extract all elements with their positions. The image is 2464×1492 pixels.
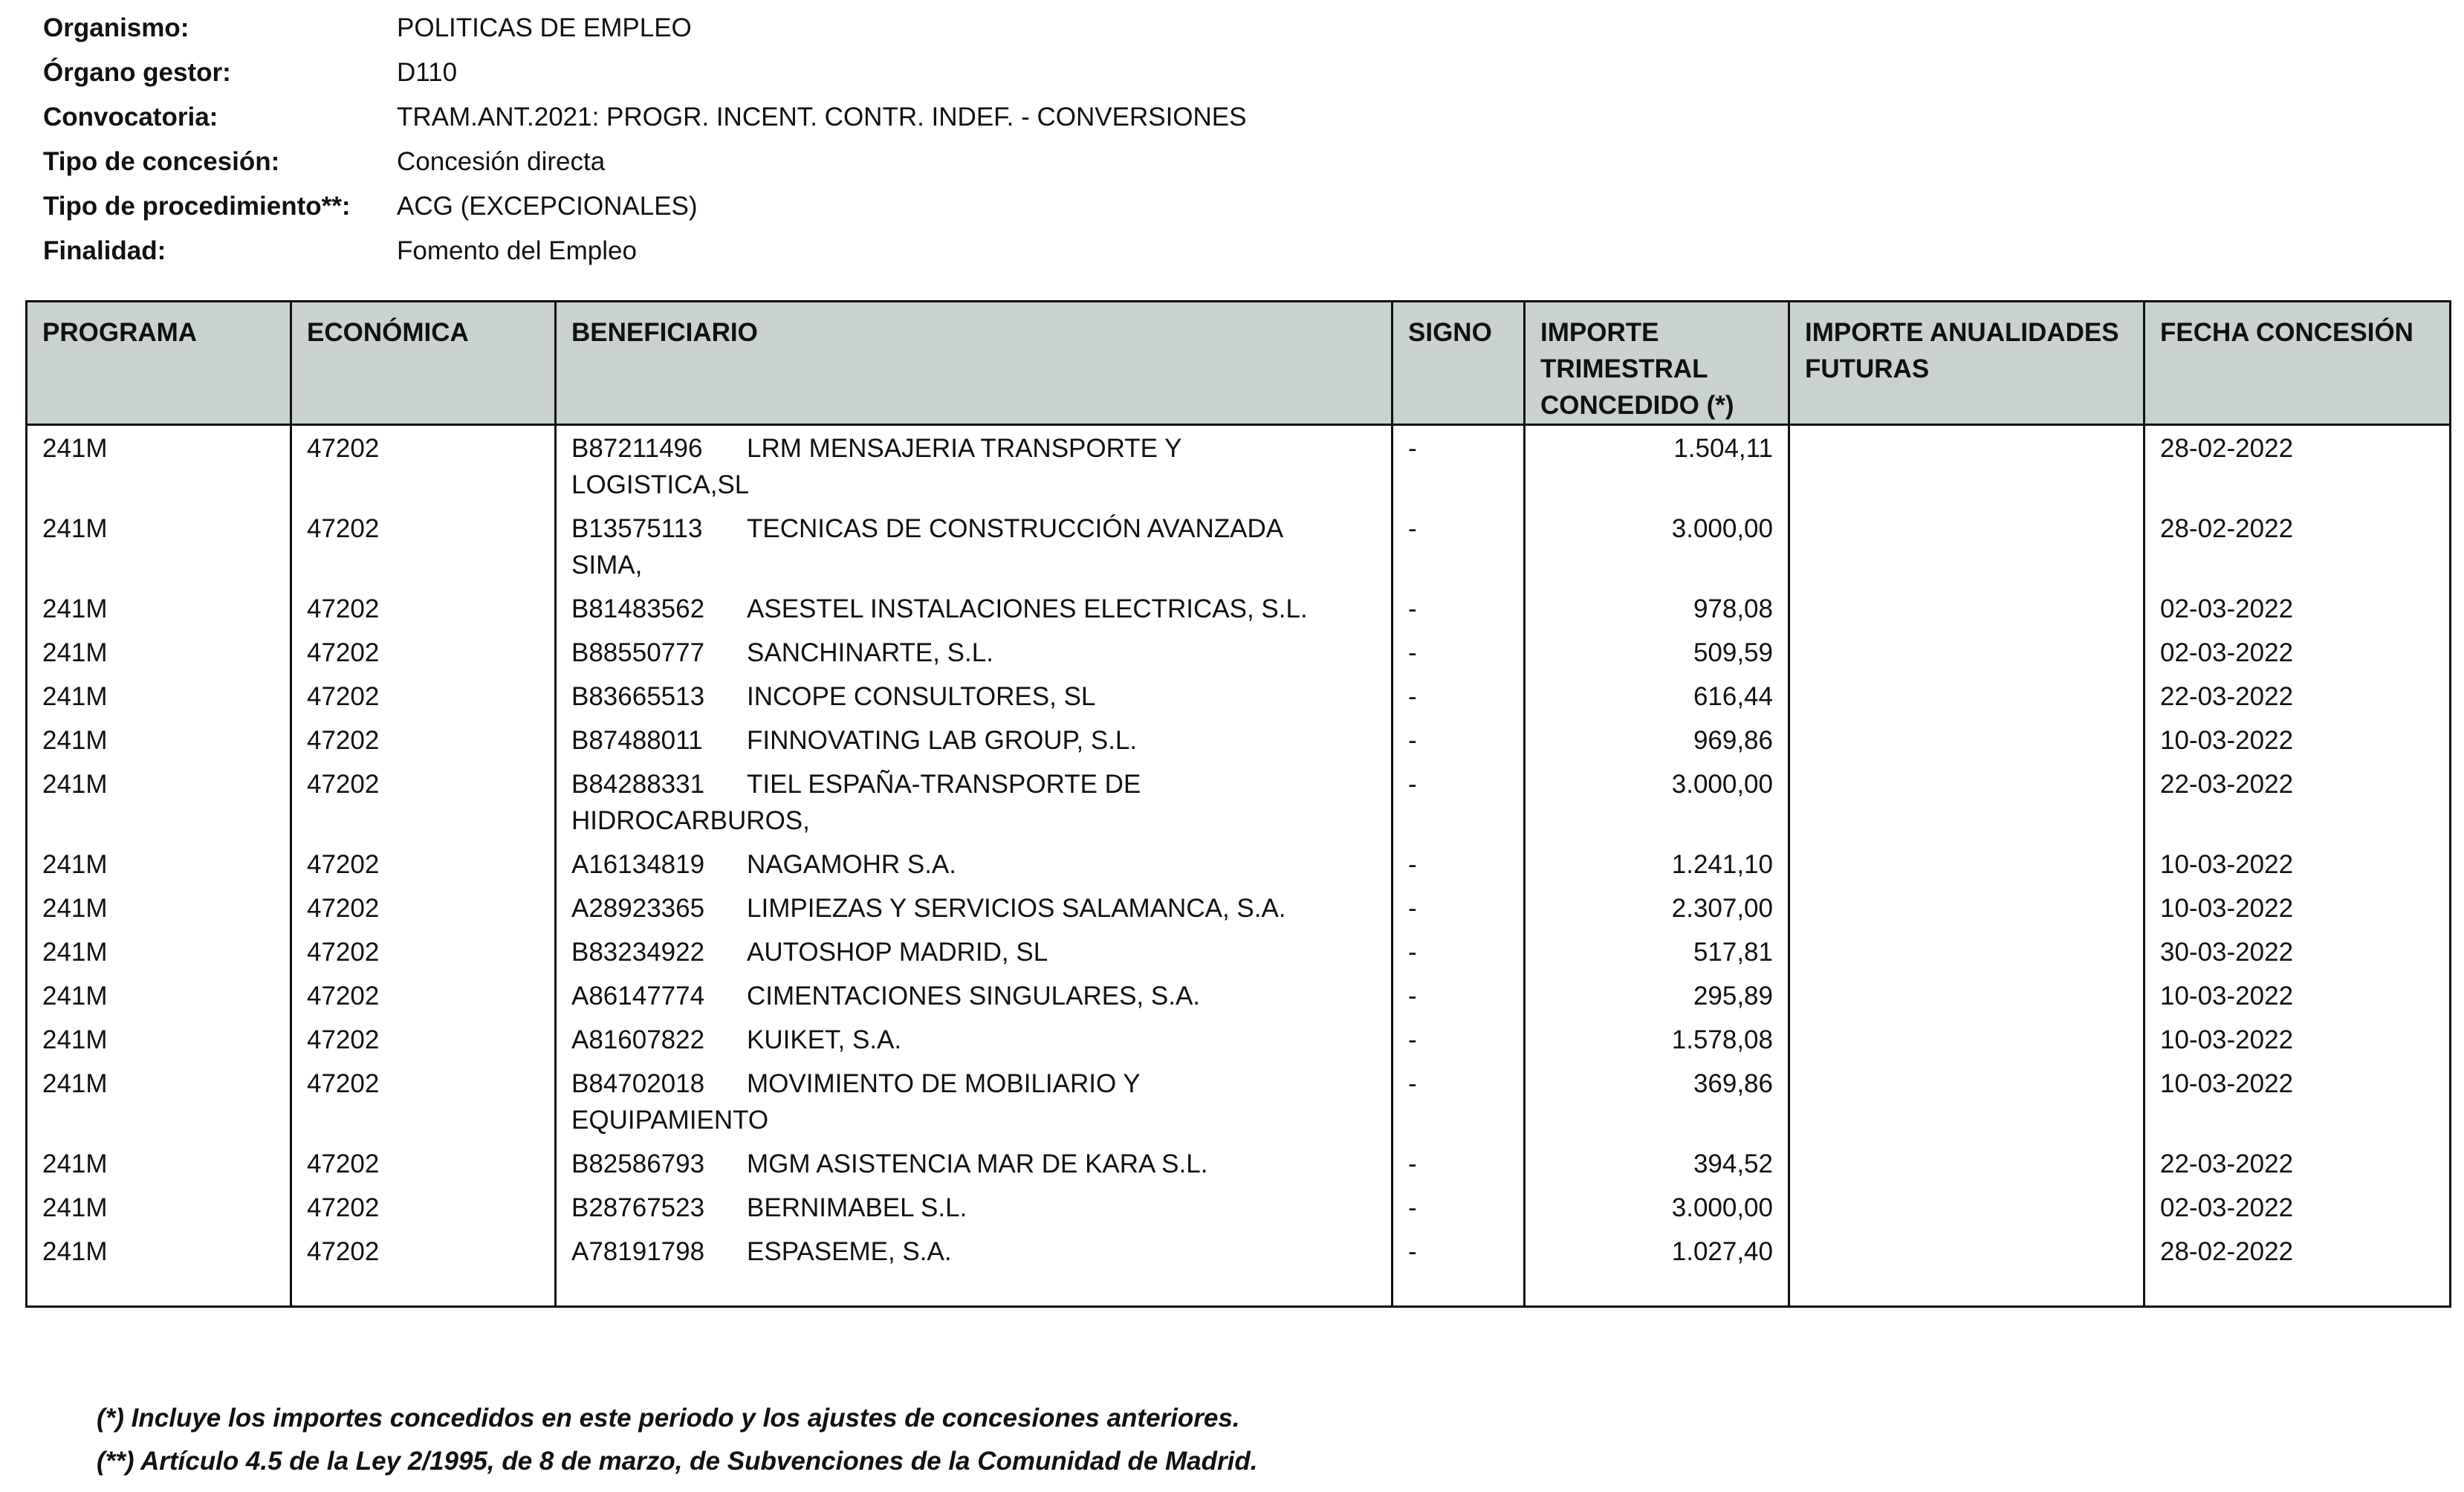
beneficiary-cif: A86147774 bbox=[571, 982, 705, 1011]
cell-importe-trimestral: 509,59 bbox=[1525, 630, 1789, 674]
column-header-importe-futuras: IMPORTE ANUALIDADES FUTURAS bbox=[1789, 302, 2144, 425]
cell-programa: 241M bbox=[27, 506, 291, 586]
cell-fecha-concesion: 10-03-2022 bbox=[2144, 842, 2451, 886]
table-row bbox=[27, 886, 2451, 930]
cell-beneficiario bbox=[556, 425, 1393, 507]
cell-importe-futuras bbox=[1789, 1185, 2144, 1229]
cell-importe-trimestral: 3.000,00 bbox=[1525, 1185, 1789, 1229]
cell-beneficiario bbox=[556, 1141, 1393, 1185]
cell-programa: 241M bbox=[27, 1185, 291, 1229]
table-row bbox=[27, 630, 2451, 674]
cell-importe-futuras bbox=[1789, 842, 2144, 886]
cell-fecha-concesion: 30-03-2022 bbox=[2144, 930, 2451, 973]
cell-importe-trimestral: 1.504,11 bbox=[1525, 425, 1789, 507]
cell-programa: 241M bbox=[27, 886, 291, 930]
cell-importe-futuras bbox=[1789, 425, 2144, 507]
cell-beneficiario bbox=[556, 930, 1393, 973]
meta-value: Concesión directa bbox=[397, 147, 606, 176]
meta-row-tipo-concesion bbox=[43, 140, 2272, 184]
beneficiary-name: NAGAMOHR S.A. bbox=[747, 850, 956, 879]
meta-value: ACG (EXCEPCIONALES) bbox=[397, 192, 698, 221]
cell-signo: - bbox=[1393, 1229, 1525, 1307]
beneficiary-cif: B81483562 bbox=[571, 594, 705, 623]
cell-importe-trimestral: 978,08 bbox=[1525, 586, 1789, 630]
cell-programa: 241M bbox=[27, 586, 291, 630]
cell-beneficiario bbox=[556, 674, 1393, 718]
cell-signo: - bbox=[1393, 674, 1525, 718]
table-body bbox=[27, 425, 2451, 1307]
beneficiary-cif: B84288331 bbox=[571, 770, 705, 799]
cell-programa: 241M bbox=[27, 718, 291, 762]
cell-economica: 47202 bbox=[291, 718, 556, 762]
beneficiary-cif: A28923365 bbox=[571, 894, 705, 923]
cell-economica: 47202 bbox=[291, 1229, 556, 1307]
meta-label: Órgano gestor: bbox=[43, 58, 231, 87]
meta-row-finalidad bbox=[43, 229, 2272, 273]
beneficiary-cif: A81607822 bbox=[571, 1025, 705, 1054]
cell-importe-trimestral: 394,52 bbox=[1525, 1141, 1789, 1185]
cell-fecha-concesion: 22-03-2022 bbox=[2144, 762, 2451, 842]
table-row bbox=[27, 1185, 2451, 1229]
grants-table bbox=[25, 300, 2451, 1308]
beneficiary-name: AUTOSHOP MADRID, SL bbox=[747, 938, 1048, 967]
beneficiary-name: SANCHINARTE, S.L. bbox=[747, 638, 993, 667]
meta-row-convocatoria bbox=[43, 95, 2272, 140]
beneficiary-name: KUIKET, S.A. bbox=[747, 1025, 902, 1054]
grant-metadata bbox=[43, 6, 2272, 273]
table-row bbox=[27, 1061, 2451, 1141]
cell-economica: 47202 bbox=[291, 886, 556, 930]
cell-beneficiario bbox=[556, 1017, 1393, 1061]
cell-economica: 47202 bbox=[291, 674, 556, 718]
column-header-importe-trimestral: IMPORTE TRIMESTRAL CONCEDIDO (*) bbox=[1525, 302, 1789, 425]
cell-importe-futuras bbox=[1789, 586, 2144, 630]
beneficiary-cif: B87211496 bbox=[571, 434, 703, 463]
meta-value: D110 bbox=[397, 58, 458, 87]
meta-label: Convocatoria: bbox=[43, 103, 218, 132]
cell-programa: 241M bbox=[27, 973, 291, 1017]
cell-fecha-concesion: 28-02-2022 bbox=[2144, 1229, 2451, 1307]
beneficiary-name-continued: HIDROCARBUROS, bbox=[571, 806, 810, 835]
cell-signo: - bbox=[1393, 842, 1525, 886]
table-row bbox=[27, 930, 2451, 973]
cell-programa: 241M bbox=[27, 674, 291, 718]
cell-beneficiario bbox=[556, 842, 1393, 886]
cell-signo: - bbox=[1393, 630, 1525, 674]
cell-importe-trimestral: 3.000,00 bbox=[1525, 762, 1789, 842]
beneficiary-cif: A78191798 bbox=[571, 1237, 705, 1266]
cell-signo: - bbox=[1393, 586, 1525, 630]
cell-fecha-concesion: 02-03-2022 bbox=[2144, 630, 2451, 674]
cell-importe-trimestral: 616,44 bbox=[1525, 674, 1789, 718]
table-row bbox=[27, 718, 2451, 762]
beneficiary-name: INCOPE CONSULTORES, SL bbox=[747, 682, 1096, 711]
beneficiary-name: MGM ASISTENCIA MAR DE KARA S.L. bbox=[747, 1149, 1208, 1178]
cell-signo: - bbox=[1393, 930, 1525, 973]
cell-importe-trimestral: 1.027,40 bbox=[1525, 1229, 1789, 1307]
beneficiary-name: LRM MENSAJERIA TRANSPORTE Y bbox=[747, 434, 1182, 463]
beneficiary-name-continued: LOGISTICA,SL bbox=[571, 470, 750, 499]
cell-fecha-concesion: 10-03-2022 bbox=[2144, 973, 2451, 1017]
cell-economica: 47202 bbox=[291, 425, 556, 507]
cell-importe-futuras bbox=[1789, 1229, 2144, 1307]
cell-fecha-concesion: 28-02-2022 bbox=[2144, 425, 2451, 507]
cell-signo: - bbox=[1393, 718, 1525, 762]
cell-economica: 47202 bbox=[291, 1017, 556, 1061]
beneficiary-cif: B13575113 bbox=[571, 514, 703, 543]
beneficiary-cif: B83665513 bbox=[571, 682, 705, 711]
footnote: (*) Incluye los importes concedidos en este periodo y los ajustes de concesiones anteriores. bbox=[97, 1404, 1240, 1433]
meta-label: Tipo de procedimiento**: bbox=[43, 192, 351, 221]
cell-importe-trimestral: 1.241,10 bbox=[1525, 842, 1789, 886]
column-header-beneficiario: BENEFICIARIO bbox=[556, 302, 1393, 425]
meta-label: Tipo de concesión: bbox=[43, 147, 280, 176]
cell-fecha-concesion: 22-03-2022 bbox=[2144, 1141, 2451, 1185]
cell-economica: 47202 bbox=[291, 1061, 556, 1141]
cell-fecha-concesion: 10-03-2022 bbox=[2144, 718, 2451, 762]
meta-row-organismo bbox=[43, 6, 2272, 51]
column-header-fecha-concesion: FECHA CONCESIÓN bbox=[2144, 302, 2451, 425]
cell-fecha-concesion: 02-03-2022 bbox=[2144, 1185, 2451, 1229]
cell-importe-futuras bbox=[1789, 762, 2144, 842]
cell-signo: - bbox=[1393, 1061, 1525, 1141]
beneficiary-name: TECNICAS DE CONSTRUCCIÓN AVANZADA bbox=[747, 514, 1284, 543]
cell-fecha-concesion: 02-03-2022 bbox=[2144, 586, 2451, 630]
beneficiary-name: BERNIMABEL S.L. bbox=[747, 1193, 967, 1222]
cell-importe-trimestral: 3.000,00 bbox=[1525, 506, 1789, 586]
beneficiary-name-continued: SIMA, bbox=[571, 551, 643, 580]
cell-importe-trimestral: 2.307,00 bbox=[1525, 886, 1789, 930]
beneficiary-cif: B84702018 bbox=[571, 1069, 705, 1098]
cell-programa: 241M bbox=[27, 930, 291, 973]
cell-importe-futuras bbox=[1789, 674, 2144, 718]
cell-economica: 47202 bbox=[291, 1185, 556, 1229]
beneficiary-name: FINNOVATING LAB GROUP, S.L. bbox=[747, 726, 1138, 755]
beneficiary-cif: B83234922 bbox=[571, 938, 705, 967]
cell-beneficiario bbox=[556, 630, 1393, 674]
cell-fecha-concesion: 10-03-2022 bbox=[2144, 1061, 2451, 1141]
cell-signo: - bbox=[1393, 506, 1525, 586]
cell-programa: 241M bbox=[27, 842, 291, 886]
cell-economica: 47202 bbox=[291, 1141, 556, 1185]
cell-economica: 47202 bbox=[291, 973, 556, 1017]
table-row bbox=[27, 1141, 2451, 1185]
beneficiary-name-continued: EQUIPAMIENTO bbox=[571, 1106, 769, 1135]
cell-programa: 241M bbox=[27, 1229, 291, 1307]
cell-beneficiario bbox=[556, 586, 1393, 630]
cell-importe-trimestral: 295,89 bbox=[1525, 973, 1789, 1017]
footnotes bbox=[97, 1397, 1257, 1483]
cell-importe-futuras bbox=[1789, 930, 2144, 973]
beneficiary-cif: B28767523 bbox=[571, 1193, 705, 1222]
cell-economica: 47202 bbox=[291, 506, 556, 586]
cell-programa: 241M bbox=[27, 630, 291, 674]
cell-beneficiario bbox=[556, 886, 1393, 930]
cell-economica: 47202 bbox=[291, 930, 556, 973]
cell-importe-futuras bbox=[1789, 506, 2144, 586]
meta-label: Organismo: bbox=[43, 13, 189, 42]
cell-beneficiario bbox=[556, 973, 1393, 1017]
beneficiary-cif: B88550777 bbox=[571, 638, 705, 667]
cell-signo: - bbox=[1393, 1141, 1525, 1185]
footnote: (**) Artículo 4.5 de la Ley 2/1995, de 8 de marzo, de Subvenciones de la Comunidad de Madrid. bbox=[97, 1447, 1258, 1476]
table-row bbox=[27, 762, 2451, 842]
column-header-signo: SIGNO bbox=[1393, 302, 1525, 425]
cell-beneficiario bbox=[556, 1229, 1393, 1307]
cell-beneficiario bbox=[556, 762, 1393, 842]
cell-programa: 241M bbox=[27, 1141, 291, 1185]
cell-importe-futuras bbox=[1789, 1141, 2144, 1185]
cell-importe-futuras bbox=[1789, 973, 2144, 1017]
cell-economica: 47202 bbox=[291, 762, 556, 842]
cell-importe-futuras bbox=[1789, 630, 2144, 674]
meta-value: Fomento del Empleo bbox=[397, 236, 637, 265]
meta-row-organo-gestor bbox=[43, 51, 2272, 95]
column-header-economica: ECONÓMICA bbox=[291, 302, 556, 425]
table-row bbox=[27, 973, 2451, 1017]
cell-signo: - bbox=[1393, 1185, 1525, 1229]
cell-programa: 241M bbox=[27, 425, 291, 507]
table-row bbox=[27, 674, 2451, 718]
meta-value: TRAM.ANT.2021: PROGR. INCENT. CONTR. INDEF. - CONVERSIONES bbox=[397, 103, 1247, 132]
cell-beneficiario bbox=[556, 506, 1393, 586]
table-row bbox=[27, 1229, 2451, 1307]
cell-importe-trimestral: 369,86 bbox=[1525, 1061, 1789, 1141]
cell-importe-trimestral: 517,81 bbox=[1525, 930, 1789, 973]
cell-programa: 241M bbox=[27, 1061, 291, 1141]
cell-fecha-concesion: 28-02-2022 bbox=[2144, 506, 2451, 586]
cell-signo: - bbox=[1393, 762, 1525, 842]
cell-signo: - bbox=[1393, 425, 1525, 507]
cell-beneficiario bbox=[556, 1185, 1393, 1229]
meta-label: Finalidad: bbox=[43, 236, 166, 265]
meta-value: POLITICAS DE EMPLEO bbox=[397, 13, 692, 42]
beneficiary-name: TIEL ESPAÑA-TRANSPORTE DE bbox=[747, 770, 1141, 799]
beneficiary-cif: B87488011 bbox=[571, 726, 703, 755]
beneficiary-name: ASESTEL INSTALACIONES ELECTRICAS, S.L. bbox=[747, 594, 1308, 623]
cell-signo: - bbox=[1393, 886, 1525, 930]
cell-programa: 241M bbox=[27, 762, 291, 842]
cell-economica: 47202 bbox=[291, 586, 556, 630]
cell-fecha-concesion: 10-03-2022 bbox=[2144, 1017, 2451, 1061]
cell-beneficiario bbox=[556, 718, 1393, 762]
beneficiary-name: LIMPIEZAS Y SERVICIOS SALAMANCA, S.A. bbox=[747, 894, 1286, 923]
cell-fecha-concesion: 22-03-2022 bbox=[2144, 674, 2451, 718]
cell-importe-futuras bbox=[1789, 1061, 2144, 1141]
table-row bbox=[27, 586, 2451, 630]
table-header-row bbox=[27, 302, 2451, 425]
cell-signo: - bbox=[1393, 1017, 1525, 1061]
column-header-programa: PROGRAMA bbox=[27, 302, 291, 425]
cell-importe-futuras bbox=[1789, 1017, 2144, 1061]
beneficiary-name: ESPASEME, S.A. bbox=[747, 1237, 952, 1266]
table-row bbox=[27, 842, 2451, 886]
table-row bbox=[27, 425, 2451, 507]
beneficiary-name: CIMENTACIONES SINGULARES, S.A. bbox=[747, 982, 1201, 1011]
cell-importe-trimestral: 1.578,08 bbox=[1525, 1017, 1789, 1061]
meta-row-tipo-procedimiento bbox=[43, 184, 2272, 229]
table-row bbox=[27, 1017, 2451, 1061]
cell-importe-trimestral: 969,86 bbox=[1525, 718, 1789, 762]
cell-programa: 241M bbox=[27, 1017, 291, 1061]
cell-economica: 47202 bbox=[291, 842, 556, 886]
cell-importe-futuras bbox=[1789, 718, 2144, 762]
beneficiary-name: MOVIMIENTO DE MOBILIARIO Y bbox=[747, 1069, 1141, 1098]
cell-fecha-concesion: 10-03-2022 bbox=[2144, 886, 2451, 930]
beneficiary-cif: B82586793 bbox=[571, 1149, 705, 1178]
beneficiary-cif: A16134819 bbox=[571, 850, 705, 879]
table-row bbox=[27, 506, 2451, 586]
cell-signo: - bbox=[1393, 973, 1525, 1017]
cell-importe-futuras bbox=[1789, 886, 2144, 930]
cell-beneficiario bbox=[556, 1061, 1393, 1141]
cell-economica: 47202 bbox=[291, 630, 556, 674]
